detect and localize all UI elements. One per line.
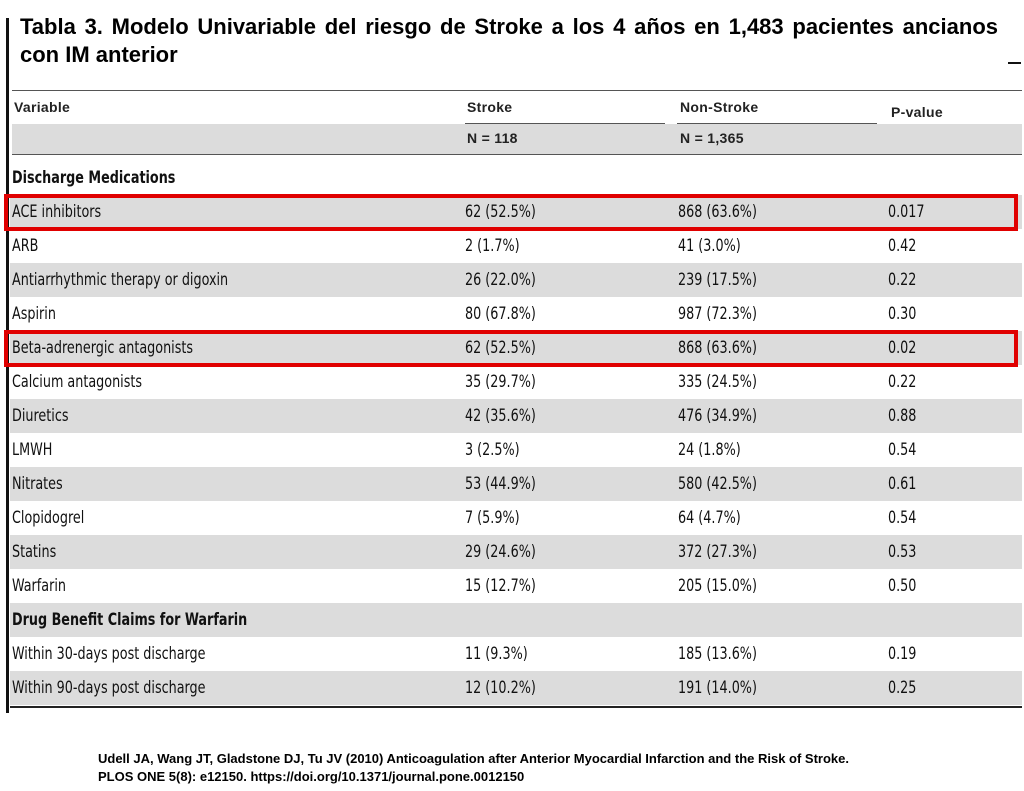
header-non-stroke: Non-Stroke (680, 99, 759, 115)
stroke-cell: 15 (12.7%) (465, 576, 536, 595)
non-stroke-cell: 868 (63.6%) (678, 202, 757, 221)
stroke-cell: 7 (5.9%) (465, 508, 520, 527)
header-stroke: Stroke (467, 99, 513, 115)
table-row (10, 229, 1022, 263)
table-row (10, 637, 1022, 671)
section-row (10, 603, 1022, 637)
citation (98, 750, 849, 786)
non-stroke-cell: 372 (27.3%) (678, 542, 757, 561)
citation-line-1: Udell JA, Wang JT, Gladstone DJ, Tu JV (2010) Anticoagulation after Anterior Myocardial Infarction and the Risk of Stroke. (98, 751, 849, 766)
table-row (10, 467, 1022, 501)
non-stroke-cell: 335 (24.5%) (678, 372, 757, 391)
non-stroke-cell: 868 (63.6%) (678, 338, 757, 357)
non-stroke-cell: 191 (14.0%) (678, 678, 757, 697)
p-value-cell: 0.22 (888, 372, 917, 391)
p-value-cell: 0.017 (888, 202, 925, 221)
header-p-value: P-value (891, 104, 943, 120)
variable-cell: ARB (12, 236, 39, 255)
table-row (10, 671, 1022, 705)
p-value-cell: 0.42 (888, 236, 917, 255)
variable-cell: ACE inhibitors (12, 202, 102, 221)
p-value-cell: 0.19 (888, 644, 917, 663)
variable-cell: Beta-adrenergic antagonists (12, 338, 194, 357)
variable-cell: Within 30-days post discharge (12, 644, 206, 663)
non-stroke-cell: 185 (13.6%) (678, 644, 757, 663)
variable-cell: Nitrates (12, 474, 63, 493)
variable-cell: Statins (12, 542, 57, 561)
p-value-cell: 0.25 (888, 678, 917, 697)
p-value-cell: 0.54 (888, 508, 917, 527)
stroke-cell: 53 (44.9%) (465, 474, 536, 493)
stroke-cell: 2 (1.7%) (465, 236, 520, 255)
stroke-cell: 42 (35.6%) (465, 406, 536, 425)
non-stroke-cell: 476 (34.9%) (678, 406, 757, 425)
section-label: Drug Benefit Claims for Warfarin (12, 610, 248, 629)
header-stroke-n: N = 118 (467, 130, 518, 146)
variable-cell: Diuretics (12, 406, 69, 425)
non-stroke-cell: 987 (72.3%) (678, 304, 757, 323)
variable-cell: Calcium antagonists (12, 372, 143, 391)
table-row (10, 501, 1022, 535)
non-stroke-cell: 41 (3.0%) (678, 236, 741, 255)
header-stroke-rule (465, 123, 665, 124)
table-row (10, 433, 1022, 467)
header-variable: Variable (14, 99, 71, 115)
non-stroke-cell: 64 (4.7%) (678, 508, 741, 527)
table-bottom-rule (10, 706, 1022, 708)
variable-cell: LMWH (12, 440, 53, 459)
stroke-cell: 12 (10.2%) (465, 678, 536, 697)
stroke-cell: 29 (24.6%) (465, 542, 536, 561)
variable-cell: Antiarrhythmic therapy or digoxin (12, 270, 229, 289)
highlight-box (4, 330, 1018, 367)
p-value-cell: 0.02 (888, 338, 917, 357)
table-row (10, 297, 1022, 331)
stroke-cell: 26 (22.0%) (465, 270, 536, 289)
p-value-cell: 0.30 (888, 304, 917, 323)
p-value-cell: 0.54 (888, 440, 917, 459)
stroke-cell: 35 (29.7%) (465, 372, 536, 391)
header-top-rule (12, 90, 1022, 91)
variable-cell: Within 90-days post discharge (12, 678, 206, 697)
table-row (10, 263, 1022, 297)
p-value-cell: 0.53 (888, 542, 917, 561)
non-stroke-cell: 205 (15.0%) (678, 576, 757, 595)
section-row (10, 161, 1022, 195)
non-stroke-cell: 239 (17.5%) (678, 270, 757, 289)
page-title: Tabla 3. Modelo Univariable del riesgo de Stroke a los 4 años en 1,483 pacientes ancianos con IM anterior (20, 14, 998, 67)
p-value-cell: 0.61 (888, 474, 917, 493)
stroke-cell: 3 (2.5%) (465, 440, 520, 459)
p-value-cell: 0.88 (888, 406, 917, 425)
dash-mark (1008, 62, 1021, 64)
header-non-stroke-rule (677, 123, 877, 124)
table-row (10, 365, 1022, 399)
header-bottom-rule (12, 154, 1022, 155)
citation-line-2: PLOS ONE 5(8): e12150. https://doi.org/10.1371/journal.pone.0012150 (98, 769, 525, 784)
header-non-stroke-n: N = 1,365 (680, 130, 744, 146)
section-label: Discharge Medications (12, 168, 176, 187)
stroke-cell: 62 (52.5%) (465, 202, 536, 221)
non-stroke-cell: 24 (1.8%) (678, 440, 741, 459)
variable-cell: Warfarin (12, 576, 66, 595)
stroke-cell: 62 (52.5%) (465, 338, 536, 357)
p-value-cell: 0.22 (888, 270, 917, 289)
table-row (10, 535, 1022, 569)
non-stroke-cell: 580 (42.5%) (678, 474, 757, 493)
p-value-cell: 0.50 (888, 576, 917, 595)
stroke-cell: 11 (9.3%) (465, 644, 528, 663)
table-row (10, 569, 1022, 603)
stroke-cell: 80 (67.8%) (465, 304, 536, 323)
highlight-box (4, 194, 1018, 231)
variable-cell: Aspirin (12, 304, 56, 323)
table-row (10, 399, 1022, 433)
variable-cell: Clopidogrel (12, 508, 85, 527)
